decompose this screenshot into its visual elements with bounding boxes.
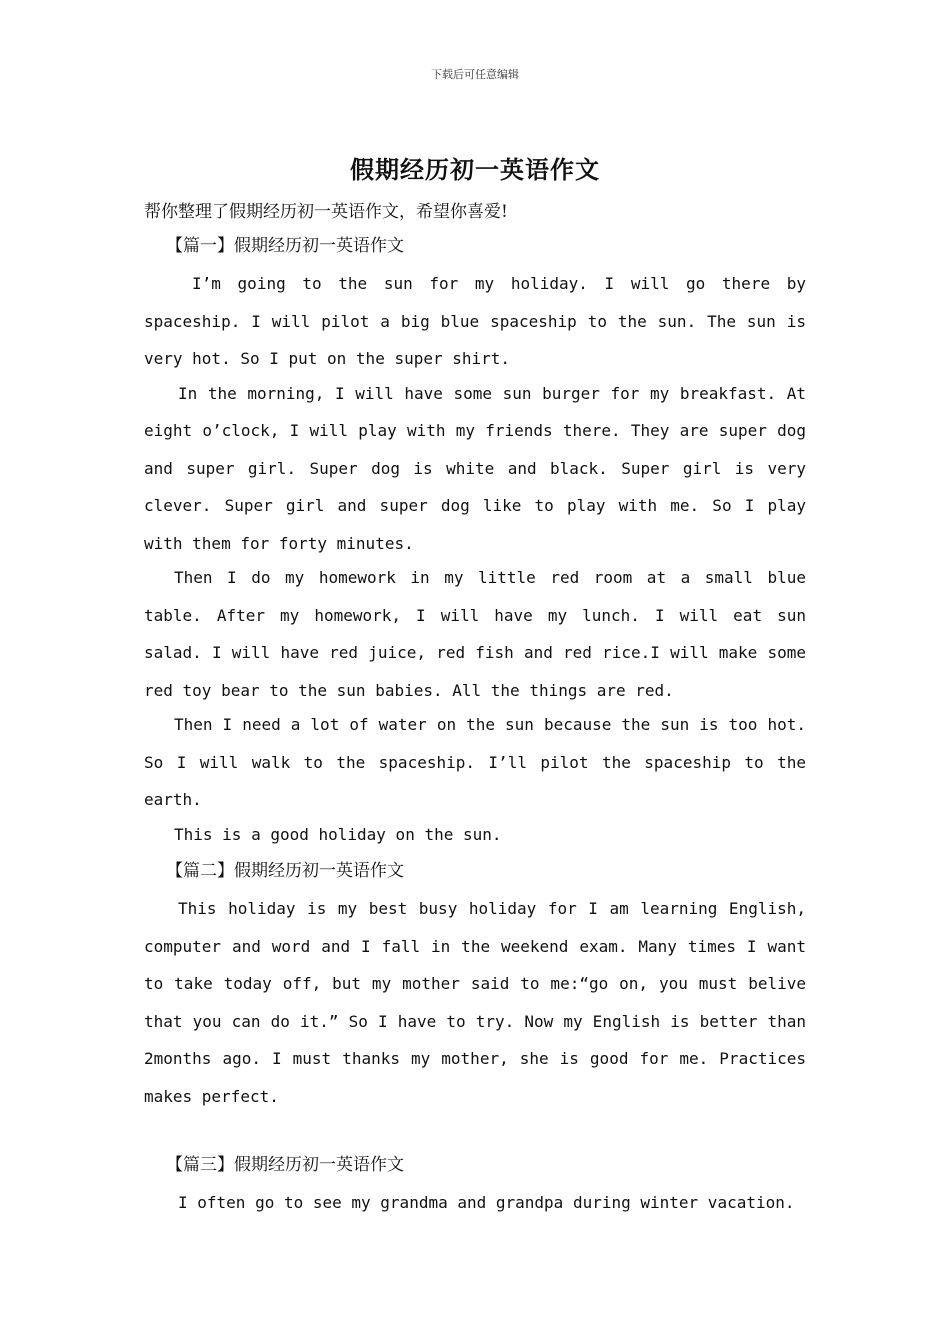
paragraph: Then I do my homework in my little red room at a small blue table. After my homework, I will have my lunch. I will eat sun salad. I will have red juice, red fish and red rice.I will make some red toy bear to the sun babies. All the things are red. <box>144 568 806 700</box>
paragraph: This holiday is my best busy holiday for I am learning English, computer and word and I fall in the weekend exam. Many times I want to take today off, but my mother said to me:“go on, you must belive that you can do it.” So I have to try. Now my English is better than 2months ago. I must thanks my mother, she is good for me. Practices makes perfect. <box>144 899 806 1106</box>
paragraph: In the morning, I will have some sun burger for my breakfast. At eight o’clock, I will play with my friends there. They are super dog and super girl. Super dog is white and black. Super girl is very clever. Super girl and super dog like to play with me. So I play with them for forty minutes. <box>144 383 806 553</box>
paragraph: This is a good holiday on the sun. <box>174 824 502 844</box>
page-header-note: 下载后可任意编辑 <box>431 68 519 81</box>
blank-line <box>144 1115 806 1151</box>
document-title: 假期经历初一英语作文 <box>350 155 600 184</box>
paragraph: I often go to see my grandma and grandpa during winter vacation. <box>178 1193 795 1212</box>
document-body <box>144 198 806 1222</box>
section-heading-3: 【篇三】假期经历初一英语作文 <box>166 1155 404 1175</box>
intro-text: 帮你整理了假期经历初一英语作文，希望你喜爱! <box>144 202 508 222</box>
section-heading-2: 【篇二】假期经历初一英语作文 <box>166 861 404 881</box>
section-heading-1: 【篇一】假期经历初一英语作文 <box>166 236 404 256</box>
paragraph: I’m going to the sun for my holiday. I will go there by spaceship. I will pilot a big blue spaceship to the sun. The sun is very hot. So I put on the super shirt. <box>144 274 806 368</box>
paragraph: Then I need a lot of water on the sun because the sun is too hot. So I will walk to the spaceship. I’ll pilot the spaceship to the earth. <box>144 715 806 809</box>
